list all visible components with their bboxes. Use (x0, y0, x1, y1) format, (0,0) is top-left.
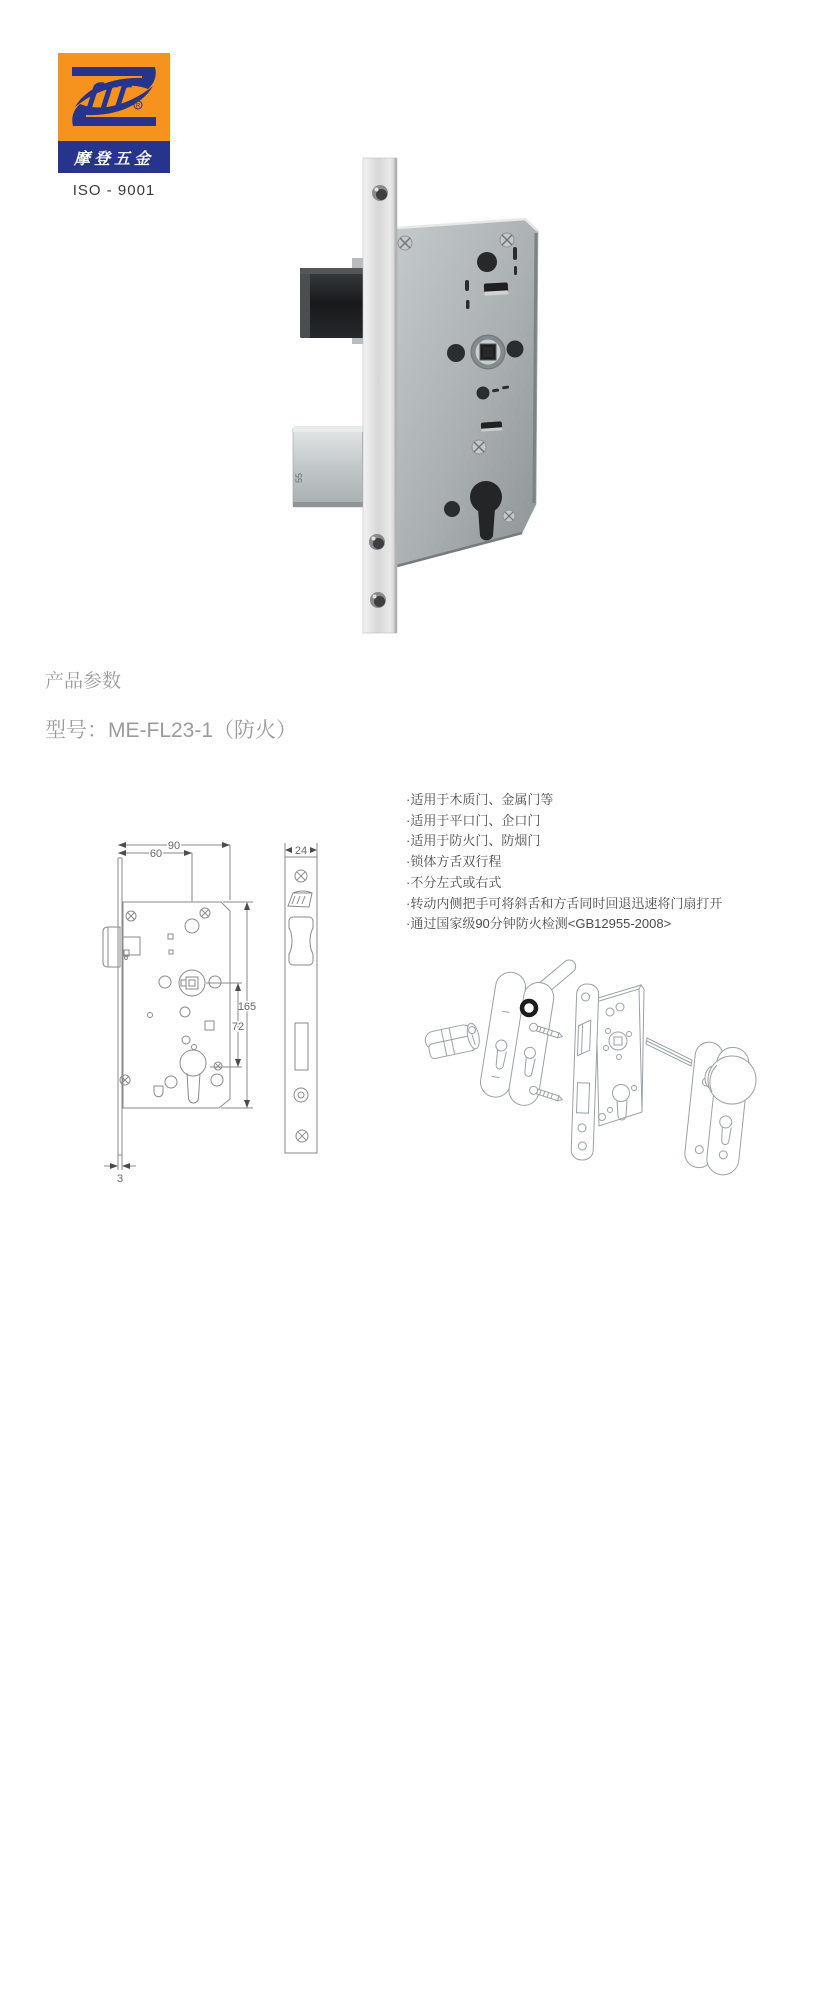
dim-depth: 90 (167, 840, 181, 852)
screw-symbol (295, 870, 307, 882)
model-number: 型号：ME-FL23-1（防火） (45, 719, 298, 742)
spindle-follower-hole (471, 335, 505, 369)
section-title: 产品参数 (45, 671, 122, 692)
key-cylinder (424, 1022, 482, 1060)
brand-name: 摩登五金 (73, 150, 154, 168)
feature-item: ·锁体方舌双行程 (406, 854, 502, 870)
screw-hole (370, 592, 386, 608)
bolt-stamp: 55 (294, 472, 304, 483)
dim-centers-line (206, 983, 244, 1067)
screw-icon (503, 510, 515, 522)
product-photo (280, 130, 580, 650)
dim-depth-line (118, 840, 230, 900)
mortise-lock-body (571, 984, 644, 1161)
inner-knob-set (683, 1041, 756, 1177)
feature-item: ·适用于防火门、防烟门 (406, 833, 541, 849)
feature-item: ·适用于平口门、企口门 (406, 812, 541, 828)
exploded-view-diagram (405, 935, 815, 1190)
lock-body (397, 219, 538, 566)
feature-item: ·适用于木质门、金属门等 (406, 792, 554, 807)
faceplate (363, 158, 397, 633)
lock-faceplate (571, 984, 599, 1161)
faceplate-front-view (285, 843, 317, 1153)
screw-icon (472, 440, 486, 454)
screw-icon (398, 236, 412, 250)
dim-centers: 72 (231, 1021, 245, 1033)
screw-icon (500, 233, 514, 247)
spindle-rod (646, 1038, 692, 1066)
feature-item: ·不分左式或右式 (406, 874, 502, 890)
dimension-drawing (95, 830, 330, 1190)
euro-profile-symbol (180, 1050, 206, 1103)
screw-symbol (120, 908, 222, 1085)
brand-logo-icon (58, 53, 170, 141)
iso-certification-label: ISO - 9001 (72, 182, 156, 199)
feature-item: ·转动内侧把手可将斜舌和方舌同时回退迅速将门扇打开 (406, 895, 723, 911)
follower-symbol (179, 970, 205, 996)
svg-text:R: R (135, 103, 141, 110)
feature-item: ·通过国家级90分钟防火检测<GB12955-2008> (406, 916, 672, 932)
dim-face-width: 24 (294, 845, 308, 857)
brand-name-banner (58, 141, 170, 173)
feature-list (406, 790, 836, 935)
screw-hole (372, 185, 388, 201)
latch-brand-mark (288, 891, 312, 907)
dim-thickness: 3 (116, 1173, 124, 1185)
latch-bolt (300, 268, 364, 338)
dim-height-line (221, 902, 256, 1108)
dim-thickness-line (104, 1163, 136, 1185)
screw-symbol (296, 1130, 308, 1142)
dim-backset-line (118, 848, 192, 902)
dim-height: 165 (237, 1001, 257, 1013)
brand-logo (58, 53, 170, 199)
outer-handle-set (478, 957, 578, 1107)
screw-hole (369, 534, 385, 550)
dim-backset: 60 (149, 848, 163, 860)
